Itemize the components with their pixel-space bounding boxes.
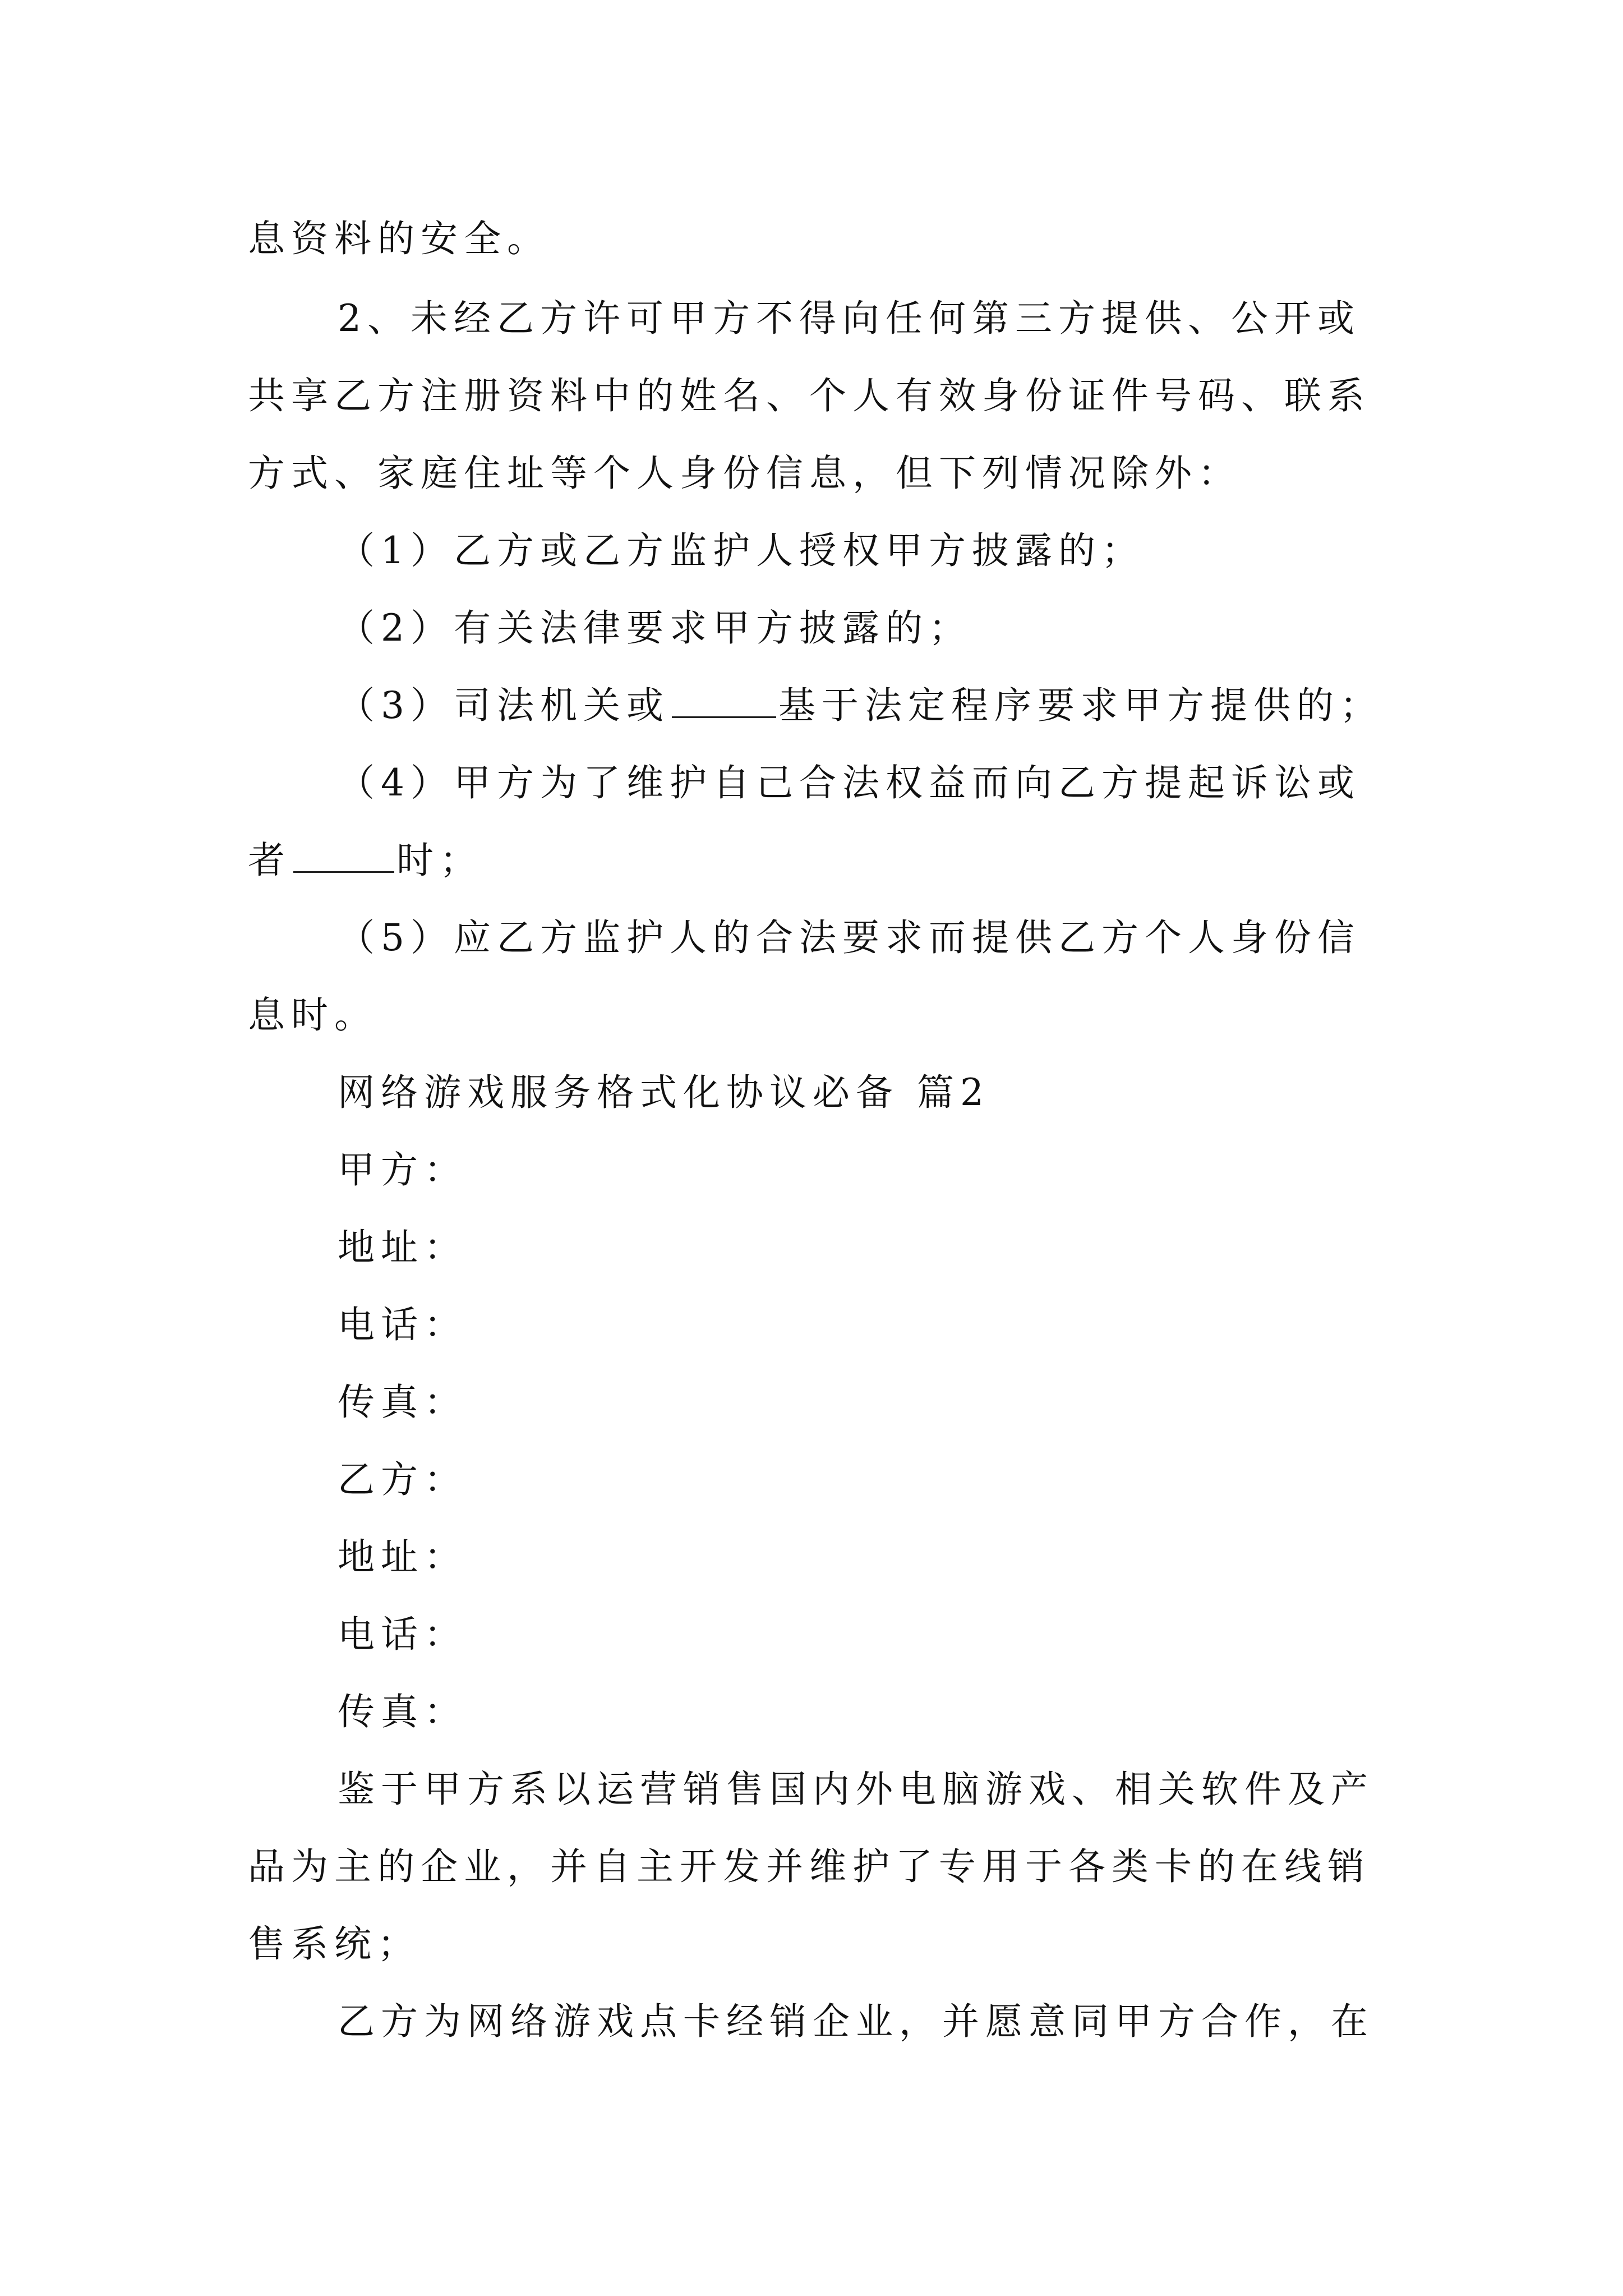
line-text: 网络游戏服务格式化协议必备 篇2 — [338, 1071, 990, 1114]
text-line — [248, 993, 377, 1038]
field-label — [338, 1380, 467, 1425]
text-line — [248, 451, 1241, 496]
text-line — [248, 838, 483, 883]
line-text: 鉴于甲方系以运营销售国内外电脑游戏、相关软件及产 — [338, 1768, 1374, 1811]
line-text: 传真： — [338, 1690, 467, 1733]
text-line — [248, 1844, 1371, 1889]
section-heading — [338, 1070, 990, 1115]
text-line — [338, 915, 1361, 960]
text-line — [338, 606, 972, 651]
line-text: 乙方为网络游戏点卡经销企业，并愿意同甲方合作，在 — [338, 2000, 1374, 2043]
line-text: 乙方： — [338, 1458, 467, 1501]
field-label — [338, 1612, 467, 1657]
field-label — [338, 1457, 467, 1502]
line-text: 2、未经乙方许可甲方不得向任何第三方提供、公开或 — [338, 297, 1361, 340]
line-text: 传真： — [338, 1381, 467, 1424]
line-text: 售系统； — [248, 1922, 421, 1966]
line-text: 时； — [396, 839, 483, 882]
text-line — [338, 761, 1361, 806]
text-line — [338, 296, 1361, 341]
line-text: （4）甲方为了维护自己合法权益而向乙方提起诉讼或 — [338, 761, 1361, 804]
field-label — [338, 1303, 467, 1347]
text-line — [248, 374, 1371, 418]
field-label — [338, 1690, 467, 1734]
line-text: 地址： — [338, 1226, 467, 1269]
text-line — [338, 1999, 1374, 2044]
line-text: （2）有关法律要求甲方披露的； — [338, 606, 972, 650]
line-text: 者 — [248, 839, 291, 882]
text-line — [338, 1767, 1374, 1812]
fill-in-blank — [672, 685, 776, 718]
field-label — [338, 1148, 467, 1193]
line-text: 息资料的安全。 — [248, 217, 550, 260]
text-line — [248, 1922, 421, 1967]
line-text: 方式、家庭住址等个人身份信息，但下列情况除外： — [248, 452, 1241, 495]
line-text: 电话： — [338, 1303, 467, 1346]
line-text: 地址： — [338, 1535, 467, 1579]
line-text: （1）乙方或乙方监护人授权甲方披露的； — [338, 529, 1145, 572]
line-text: 共享乙方注册资料中的姓名、个人有效身份证件号码、联系 — [248, 374, 1371, 417]
line-text: （3）司法机关或 — [338, 684, 670, 727]
fill-in-blank — [293, 840, 394, 873]
line-text: 电话： — [338, 1613, 467, 1656]
text-line — [338, 528, 1145, 573]
line-text: 息时。 — [248, 993, 377, 1037]
field-label — [338, 1225, 467, 1270]
line-text: 基于法定程序要求甲方提供的； — [778, 684, 1383, 727]
text-line — [338, 683, 1383, 728]
field-label — [338, 1535, 467, 1580]
text-line — [248, 217, 550, 261]
line-text: 甲方： — [338, 1148, 467, 1191]
line-text: 品为主的企业，并自主开发并维护了专用于各类卡的在线销 — [248, 1845, 1371, 1888]
line-text: （5）应乙方监护人的合法要求而提供乙方个人身份信 — [338, 916, 1361, 959]
